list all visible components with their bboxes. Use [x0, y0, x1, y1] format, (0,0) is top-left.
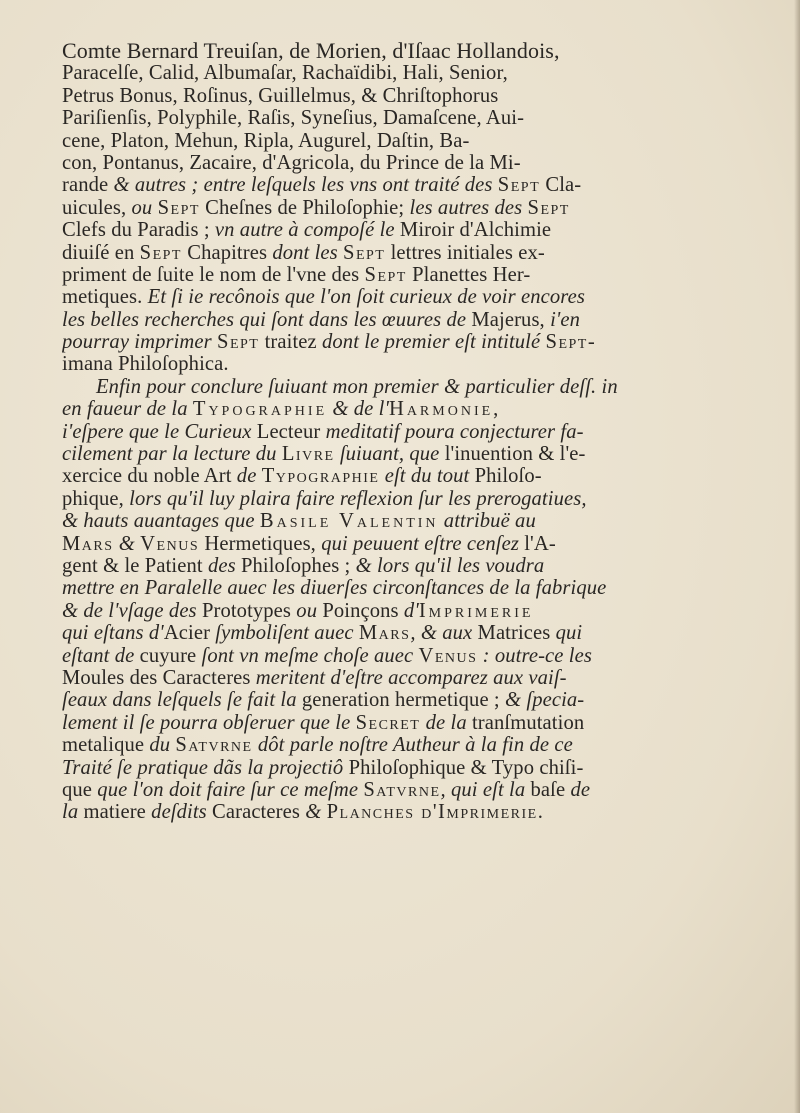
- text-run: & hauts auantages que: [62, 510, 260, 533]
- text-line: [62, 443, 774, 465]
- text-run: eſtant de: [62, 644, 140, 667]
- paragraph: [62, 40, 774, 376]
- text-line: [62, 577, 774, 599]
- text-run: & de l'vſage des: [62, 599, 202, 622]
- text-run: imana Philoſophica.: [62, 353, 229, 376]
- text-line: [62, 398, 774, 420]
- text-run: ou: [296, 599, 323, 622]
- text-line: [62, 219, 774, 241]
- text-line: [62, 309, 774, 331]
- text-line: [62, 757, 774, 779]
- text-run: &: [113, 532, 141, 555]
- text-run: Poinçons: [322, 599, 404, 622]
- text-run: &: [305, 801, 327, 824]
- text-run: Planettes Her-: [406, 263, 531, 286]
- text-line: [62, 286, 774, 308]
- text-run: Sept-: [545, 331, 597, 354]
- text-run: pourray imprimer: [62, 331, 218, 354]
- text-run: que l'on doit faire ſur ce meſme: [97, 778, 364, 801]
- text-line: [62, 197, 774, 219]
- text-run: des: [207, 554, 241, 577]
- text-run: Venus: [140, 532, 200, 555]
- text-line: [62, 331, 774, 353]
- text-run: la: [62, 801, 84, 824]
- text-run: Venus: [418, 644, 478, 667]
- text-run: vn autre à compoſé le: [214, 219, 400, 242]
- text-run: Sept: [157, 196, 200, 219]
- text-run: Sept: [527, 196, 570, 219]
- text-run: uicules,: [62, 196, 132, 219]
- text-run: qui: [555, 622, 583, 645]
- text-run: diuiſé en: [62, 241, 140, 264]
- text-run: Livre: [281, 443, 335, 466]
- text-line: [62, 62, 774, 84]
- text-run: & lors qu'il les voudra: [355, 554, 545, 577]
- text-run: lors qu'il luy plaira faire reflexion ſur les prerogatiues,: [129, 487, 587, 510]
- text-run: ſont vn meſme choſe auec: [201, 644, 419, 667]
- text-line: [62, 488, 774, 510]
- text-run: en faueur de la: [62, 398, 193, 421]
- text-run: l'inuention & l'e-: [444, 443, 586, 466]
- text-line: [62, 533, 774, 555]
- text-run: meditatif poura conjecturer fa-: [325, 420, 584, 443]
- text-run: Matrices: [477, 622, 556, 645]
- text-line: [62, 376, 774, 398]
- text-run: cilement par la lecture du: [62, 443, 282, 466]
- text-run: metiques.: [62, 286, 148, 309]
- text-run: baſe: [530, 778, 571, 801]
- text-line: [62, 622, 774, 644]
- text-run: Enfin pour conclure ſuiuant mon premier & particulier deſſ. in: [96, 375, 618, 398]
- text-line: [62, 353, 774, 375]
- text-run: Acier: [163, 622, 216, 645]
- text-run: ſymboliſent auec: [215, 622, 359, 645]
- text-line: [62, 510, 774, 532]
- text-run: de: [570, 778, 591, 801]
- text-run: i'eſpere que le Curieux: [62, 420, 257, 443]
- text-run: Philoſo-: [474, 465, 542, 488]
- text-run: & ſpecia-: [505, 689, 585, 712]
- text-line: [62, 779, 774, 801]
- text-run: Chapitres: [181, 241, 273, 264]
- text-run: i'en: [550, 308, 581, 331]
- text-run: , & aux: [410, 622, 478, 645]
- text-run: generation hermetique ;: [301, 689, 505, 712]
- text-run: Majerus,: [471, 308, 551, 331]
- text-run: dont les: [272, 241, 343, 264]
- text-run: Philoſophes ;: [240, 554, 356, 577]
- text-run: Satvrne: [175, 734, 253, 757]
- text-run: Secret: [355, 711, 421, 734]
- text-run: Prototypes: [201, 599, 297, 622]
- text-run: du: [149, 734, 176, 757]
- text-run: Sept: [364, 263, 407, 286]
- text-line: [62, 40, 774, 62]
- text-run: mettre en Paralelle auec les diuerſes circonſtances de la fabrique: [62, 577, 607, 600]
- text-run: eſt du tout: [379, 465, 475, 488]
- text-run: meritent d'eſtre accomparez aux vaiſ-: [255, 666, 567, 689]
- text-run: Typographie: [192, 398, 328, 421]
- text-run: qui eſtans d': [62, 622, 164, 645]
- text-run: Moules des Caracteres: [62, 666, 256, 689]
- text-run: & autres ; entre leſquels les vns ont traité des: [113, 174, 498, 197]
- text-run: cene, Platon, Mehun, Ripla, Augurel, Daſtin, Ba-: [62, 129, 470, 152]
- text-run: Traité ſe pratique dãs la projectiô: [62, 756, 349, 779]
- text-run: ou: [131, 196, 158, 219]
- text-run: , qui eſt la: [440, 778, 531, 801]
- text-run: & de l': [327, 398, 389, 421]
- text-run: Miroir d'Alchimie: [399, 219, 552, 242]
- text-run: lettres initiales ex-: [385, 241, 545, 264]
- text-run: Imprimerie: [418, 599, 534, 622]
- text-run: lement il ſe pourra obſeruer que le: [62, 711, 356, 734]
- text-line: [62, 130, 774, 152]
- text-run: Lecteur: [256, 420, 326, 443]
- text-line: [62, 734, 774, 756]
- text-line: [62, 264, 774, 286]
- text-run: Clefs du Paradis ;: [62, 219, 215, 242]
- text-run: Cheſnes de Philoſophie;: [199, 196, 410, 219]
- body-text: [62, 40, 774, 824]
- text-line: [62, 801, 774, 823]
- text-run: Cla-: [540, 174, 582, 197]
- text-run: matiere: [83, 801, 152, 824]
- text-run: attribuë au: [438, 510, 536, 533]
- text-line: [62, 174, 774, 196]
- text-run: con, Pontanus, Zacaire, d'Agricola, du Prince de la Mi-: [62, 151, 521, 174]
- text-run: tranſmutation: [471, 711, 585, 734]
- page-edge-shadow: [794, 0, 800, 1113]
- text-run: Sept: [343, 241, 386, 264]
- text-run: Comte Bernard Treuiſan, de Morien, d'Iſaac Hollandois,: [62, 40, 560, 63]
- text-run: dont le premier eſt intitulé: [322, 331, 546, 354]
- text-run: Satvrne: [363, 778, 441, 801]
- text-run: ſeaux dans leſquels ſe fait la: [62, 689, 302, 712]
- text-run: ſuiuant, que: [334, 443, 445, 466]
- text-line: [62, 667, 774, 689]
- text-run: dôt parle noſtre Autheur à la fin de ce: [252, 734, 573, 757]
- text-run: Planches d'Imprimerie.: [326, 801, 545, 824]
- text-run: deſdits: [151, 801, 213, 824]
- text-line: [62, 465, 774, 487]
- text-run: metalique: [62, 734, 150, 757]
- text-run: Mars: [62, 532, 114, 555]
- text-run: de: [236, 465, 262, 488]
- text-run: Caracteres: [212, 801, 306, 824]
- text-run: Harmonie,: [388, 398, 502, 421]
- text-line: [62, 689, 774, 711]
- text-line: [62, 555, 774, 577]
- text-line: [62, 712, 774, 734]
- text-line: [62, 600, 774, 622]
- text-run: Pariſienſis, Polyphile, Raſis, Syneſius, Damaſcene, Aui-: [62, 107, 525, 130]
- text-run: gent & le Patient: [62, 554, 208, 577]
- text-run: d': [403, 599, 419, 622]
- text-run: Petrus Bonus, Roſinus, Guillelmus, & Chriſtophorus: [62, 84, 499, 107]
- text-line: [62, 421, 774, 443]
- text-run: traitez: [259, 331, 323, 354]
- text-run: phique,: [62, 487, 130, 510]
- text-run: les autres des: [409, 196, 528, 219]
- text-run: Hermetiques,: [199, 532, 322, 555]
- text-run: Et ſi ie recônois que l'on ſoit curieux de voir encores: [147, 286, 585, 309]
- text-run: xercice du noble Art: [62, 465, 237, 488]
- paragraph: [62, 376, 774, 824]
- text-run: que: [62, 778, 98, 801]
- text-line: [62, 242, 774, 264]
- text-line: [62, 645, 774, 667]
- text-run: priment de ſuite le nom de l'vne des: [62, 263, 365, 286]
- text-run: de la: [420, 711, 472, 734]
- text-run: Basile Valentin: [259, 510, 439, 533]
- text-run: Mars: [358, 622, 411, 645]
- text-run: : outre-ce les: [477, 644, 592, 667]
- text-run: Sept: [139, 241, 182, 264]
- text-run: Sept: [497, 174, 541, 197]
- text-line: [62, 152, 774, 174]
- text-run: Sept: [217, 331, 260, 354]
- text-run: rande: [62, 174, 114, 197]
- text-run: Philoſophique & Typo chiſi-: [348, 756, 584, 779]
- text-run: Typographie: [261, 465, 380, 488]
- text-run: l'A-: [524, 532, 556, 555]
- text-run: les belles recherches qui ſont dans les œuures de: [62, 308, 472, 331]
- text-line: [62, 85, 774, 107]
- text-line: [62, 107, 774, 129]
- text-run: cuyure: [139, 644, 202, 667]
- text-run: qui peuuent eſtre cenſez: [321, 532, 525, 555]
- text-run: Paracelſe, Calid, Albumaſar, Rachaïdibi, Hali, Senior,: [62, 62, 508, 85]
